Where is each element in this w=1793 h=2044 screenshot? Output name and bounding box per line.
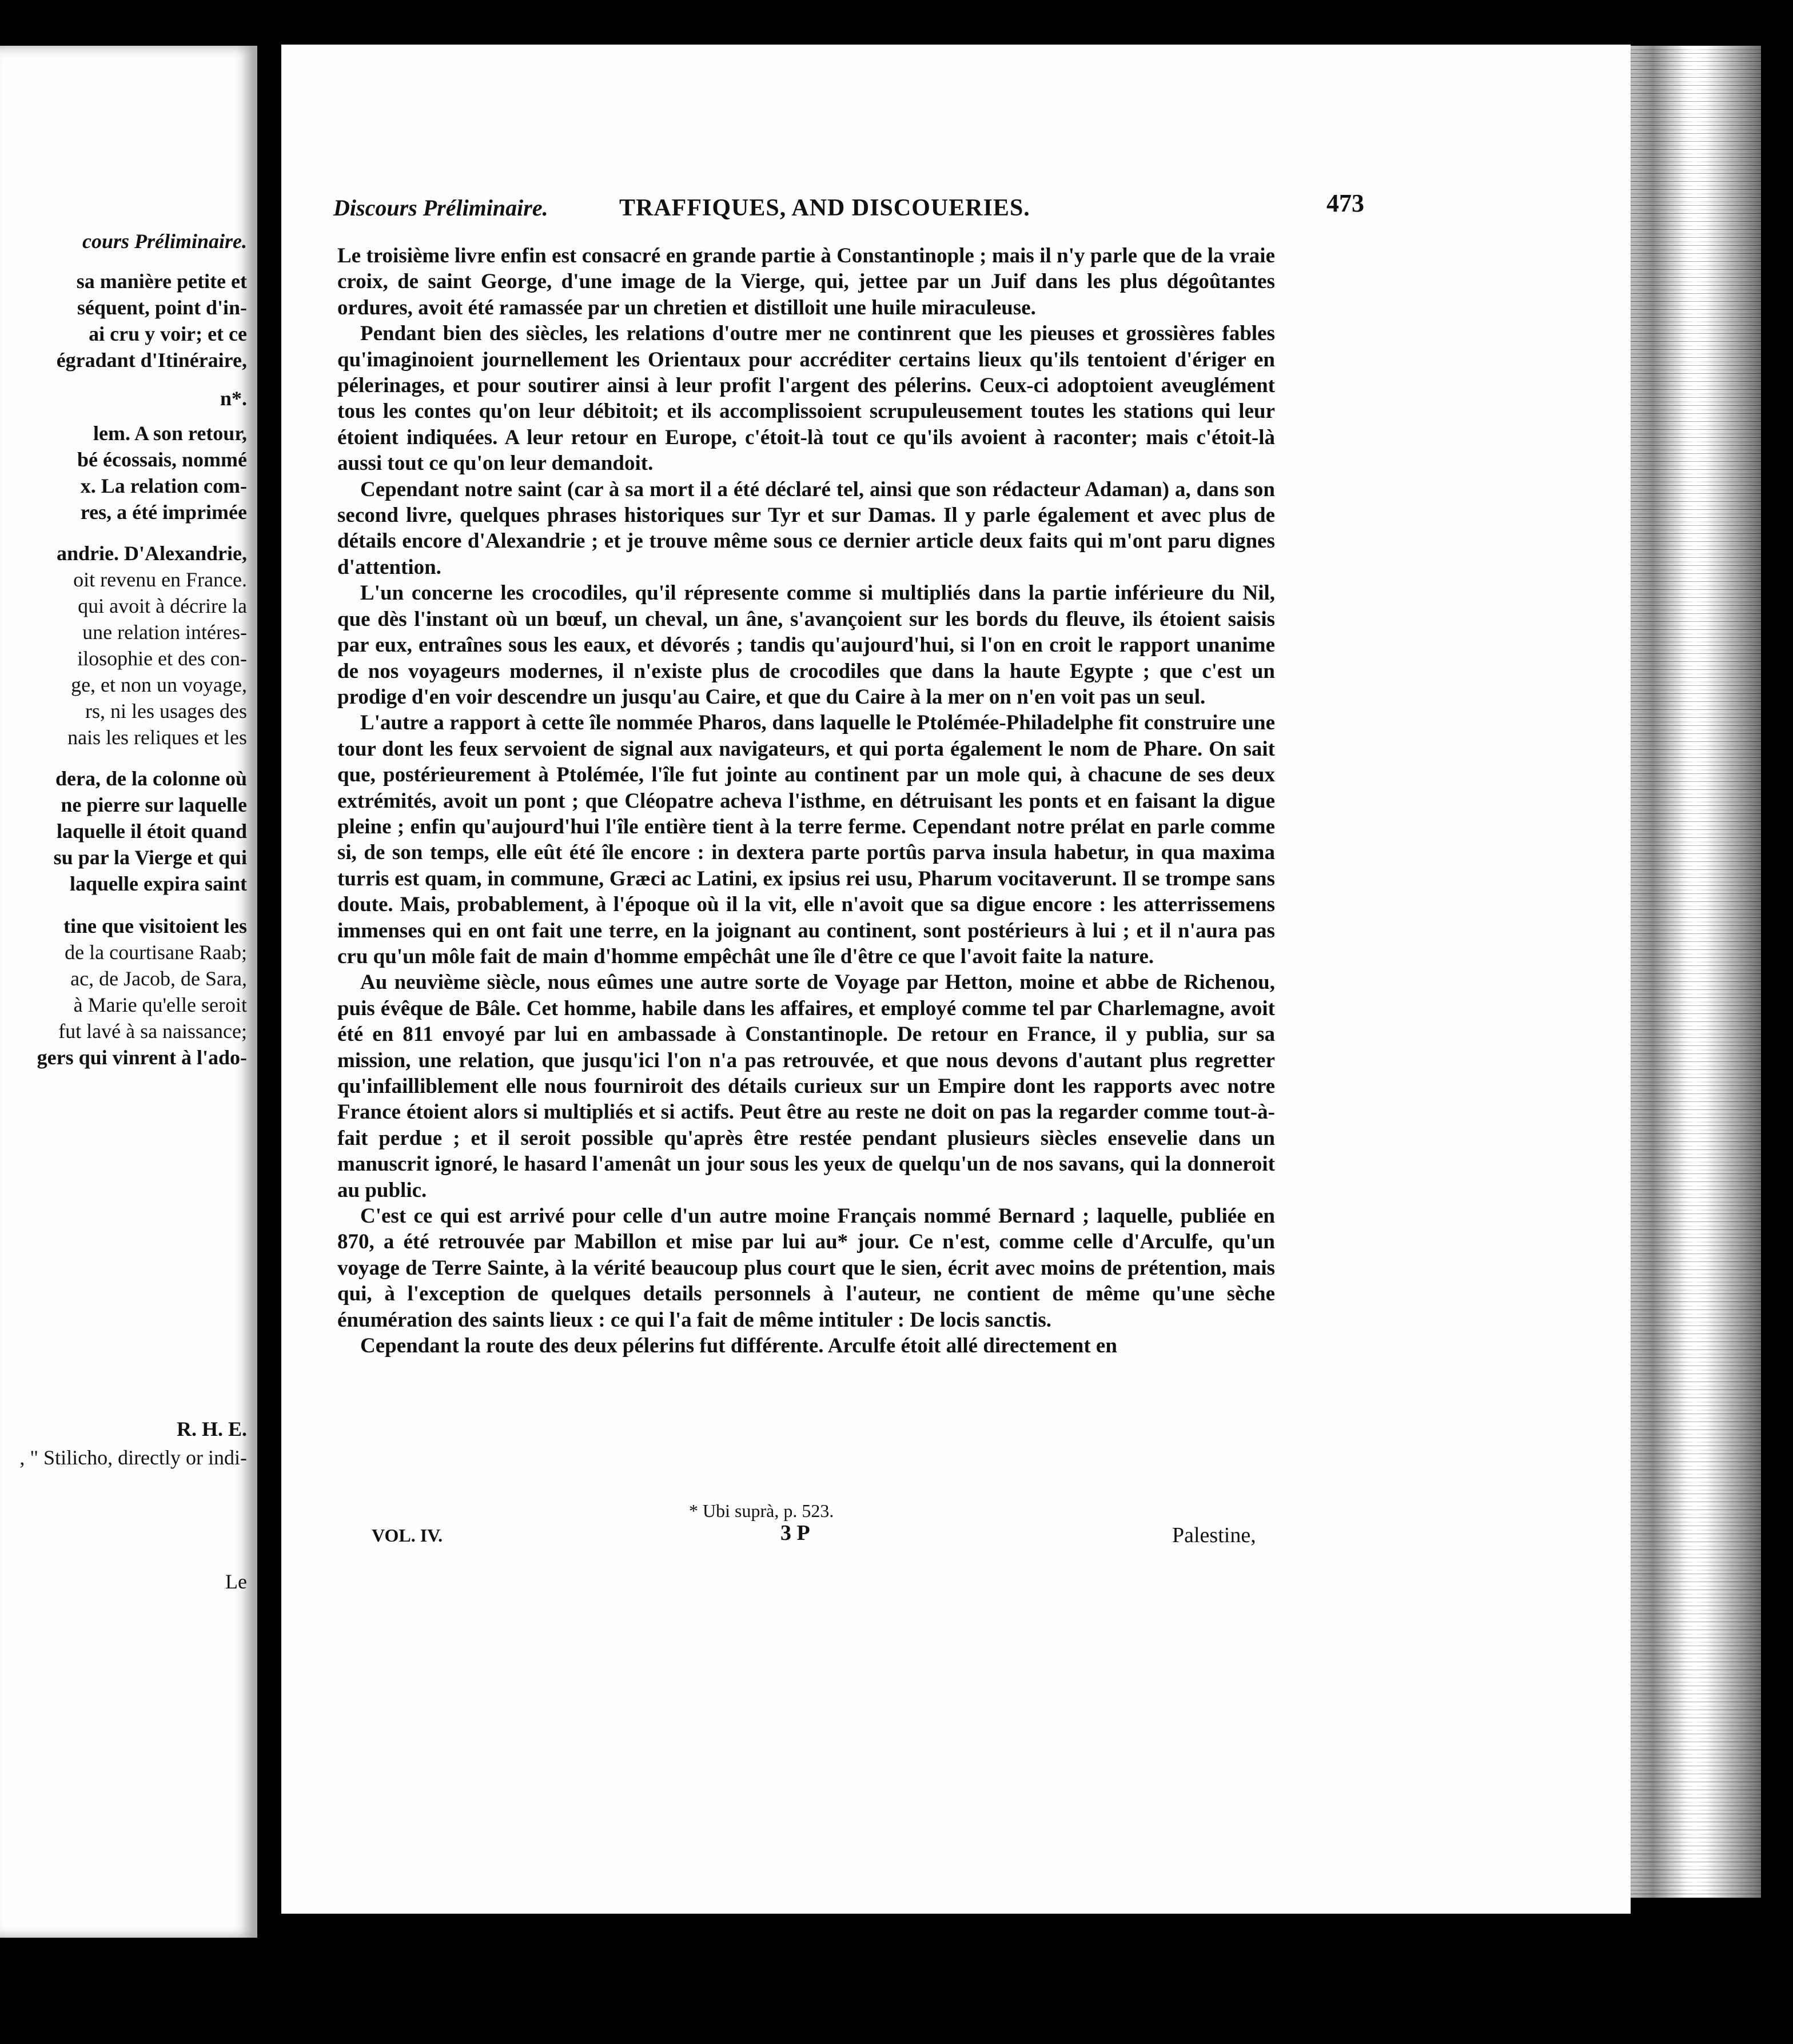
signature-mark: 3 P (780, 1521, 810, 1545)
paragraph-4: L'un concerne les crocodiles, qu'il répresente comme si multipliés dans la partie inférieure du Nil, que dès l'instant où un bœuf, un cheval, un âne, s'avançoient sur les bords du fleuve, ils étoient saisis par eux, entraînes sous les eaux, et dévorés ; tandis qu'aujourd'hui, si l'on en croit le rapport unanime de nos voyageurs modernes, il n'existe plus de crocodiles que dans la haute Egypte ; que c'est un prodige d'en voir descendre un jusqu'au Caire, et que du Caire à la mer on n'en voit pas un seul. (337, 581, 1275, 709)
volume-label: VOL. IV. (372, 1525, 443, 1546)
left-page-line: dera, de la colonne où (55, 767, 247, 790)
left-page-line: laquelle il étoit quand (56, 820, 247, 843)
left-page-line: andrie. D'Alexandrie, (57, 542, 247, 565)
running-head-left: Discours Préliminaire. (333, 195, 548, 221)
left-page-line: à Marie qu'elle seroit (73, 993, 247, 1016)
left-page-line: gers qui vinrent à l'ado- (37, 1046, 247, 1069)
left-page-line: R. H. E. (176, 1418, 247, 1440)
paragraph-8: Cependant la route des deux pélerins fut différente. Arculfe étoit allé directement en (360, 1334, 1117, 1358)
paragraph-3: Cependant notre saint (car à sa mort il a été déclaré tel, ainsi que son rédacteur Adaman) a, dans son second livre, quelques phrases historiques sur Tyr et sur Damas. Il y parle également et avec plus de détails encore d'Alexandrie ; et je trouve même sous ce dernier article deux faits qui m'ont paru dignes d'attention. (337, 477, 1275, 579)
catchword: Palestine, (1172, 1523, 1256, 1547)
facing-page-left (0, 46, 257, 1938)
left-page-line: su par la Vierge et qui (53, 846, 247, 869)
left-page-line: sa manière petite et (76, 270, 247, 293)
left-page-line: égradant d'Itinéraire, (56, 349, 247, 372)
left-page-line: ge, et non un voyage, (71, 673, 247, 696)
left-page-line: ac, de Jacob, de Sara, (70, 967, 247, 990)
footnote: * Ubi suprà, p. 523. (689, 1500, 834, 1521)
paragraph-2: Pendant bien des siècles, les relations d'outre mer ne continrent que les pieuses et grossières fables qu'imaginoient journellement les Orientaux pour accréditer certains lieux qu'ils tentoient d'ériger en pélerinages, et pour soutirer ainsi à leur profit l'argent des pélerins. Ceux-ci adoptoient aveuglément tous les contes qu'on leur débitoit; et ils accomplissoient scrupuleusement toutes les stations qui leur étoient indiquées. A leur retour en Europe, c'étoit-là tout ce qu'ils avoient à raconter; mais c'étoit-là aussi tout ce qu'on leur demandoit. (337, 322, 1275, 476)
left-page-line: laquelle expira saint (69, 872, 247, 895)
left-page-line: une relation intéres- (82, 621, 247, 644)
left-page-line: cours Préliminaire. (82, 230, 247, 253)
running-head (333, 194, 1362, 223)
running-head-title: TRAFFIQUES, AND DISCOUERIES. (619, 195, 1030, 221)
left-page-line: bé écossais, nommé (77, 448, 247, 471)
left-page-line: séquent, point d'in- (77, 296, 247, 319)
left-page-line: ilosophie et des con- (77, 647, 247, 670)
left-page-line: nais les reliques et les (67, 726, 247, 749)
left-page-line: n*. (220, 387, 247, 410)
left-page-line: rs, ni les usages des (85, 700, 247, 722)
paragraph-6: Au neuvième siècle, nous eûmes une autre sorte de Voyage par Hetton, moine et abbe de Richenou, puis évêque de Bâle. Cet homme, habile dans les affaires, et employé comme tel par Charlemagne, avoit été en 811 envoyé par lui en ambassade à Constantinople. De retour en France, il y publia, sur sa mission, une relation, que jusqu'ici l'on n'a pas retrouvée, et que nous devons d'autant plus regretter qu'infailliblement elle nous fourniroit des détails curieux sur un Empire dont les rapports avec notre France étoient alors si multipliés et si actifs. Peut être au reste ne doit on pas la regarder comme tout-à-fait perdue ; et il seroit possible qu'après être restée pendant plusieurs siècles ensevelie dans un manuscrit ignoré, le hasard l'amenât un jour sous les yeux de quelqu'un de nos savans, qui la donneroit au public. (337, 971, 1275, 1202)
left-page-line: qui avoit à décrire la (78, 594, 247, 617)
left-page-line: de la courtisane Raab; (65, 941, 247, 964)
left-page-line: res, a été imprimée (80, 501, 247, 524)
page-number: 473 (1326, 189, 1364, 217)
paragraph-1: Le troisième livre enfin est consacré en grande partie à Constantinople ; mais il n'y parle que de la vraie croix, de saint George, d'une image de la Vierge, qui, jettee par un Juif dans les plus dégoûtantes ordures, avoit été ramassée par un chretien et distilloit une huile miraculeuse. (337, 244, 1275, 320)
left-page-line: tine que visitoient les (63, 915, 247, 937)
left-page-line: Le (225, 1570, 247, 1593)
left-page-line: lem. A son retour, (93, 422, 247, 445)
left-page-line: , " Stilicho, directly or indi- (19, 1446, 247, 1469)
left-page-line: x. La relation com- (80, 474, 247, 497)
body-text (337, 243, 1275, 1359)
paragraph-7: C'est ce qui est arrivé pour celle d'un autre moine Français nommé Bernard ; laquelle, publiée en 870, a été retrouvée par Mabillon et mise par lui au* jour. Ce n'est, comme celle d'Arculfe, qu'un voyage de Terre Sainte, à la vérité beaucoup plus court que le sien, écrit avec moins de prétention, mais qui, à l'exception de quelques details personnels à l'auteur, ne contient de même qu'une sèche énumération des saints lieux : ce qui l'a fait de même intituler : De locis sanctis. (337, 1204, 1275, 1332)
paragraph-5: L'autre a rapport à cette île nommée Pharos, dans laquelle le Ptolémée-Philadelphe fit construire une tour dont les feux servoient de signal aux navigateurs, et qui porta également le nom de Phare. On sait que, postérieurement à Ptolémée, l'île fut jointe au continent par un mole qui, à chacune de ses deux extrémités, avoit un pont ; que Cléopatre acheva l'isthme, en détruisant les ponts et en faisant la digue pleine ; enfin qu'aujourd'hui l'île entière tient à la terre ferme. Cependant notre prélat en parle comme si, de son temps, elle eût été île encore : in dextera parte portûs parva insula habetur, in qua maxima turris est quam, in commune, Græci ac Latini, ex ipsius rei usu, Pharum vocitaverunt. Il se trompe sans doute. Mais, probablement, à l'époque où il la vit, elle n'avoit que sa digue encore : les atterrissemens immenses qui en ont fait une terre, en la joignant au continent, sont postérieurs à lui ; et il n'aura pas cru qu'un môle fait de main d'homme empêchât une île d'être ce que l'avoit faite la nature. (337, 711, 1275, 968)
left-page-line: ne pierre sur laquelle (61, 793, 247, 816)
left-page-line: oit revenu en France. (73, 568, 247, 591)
left-page-line: fut lavé à sa naissance; (58, 1020, 247, 1043)
left-page-line: ai cru y voir; et ce (89, 322, 247, 345)
